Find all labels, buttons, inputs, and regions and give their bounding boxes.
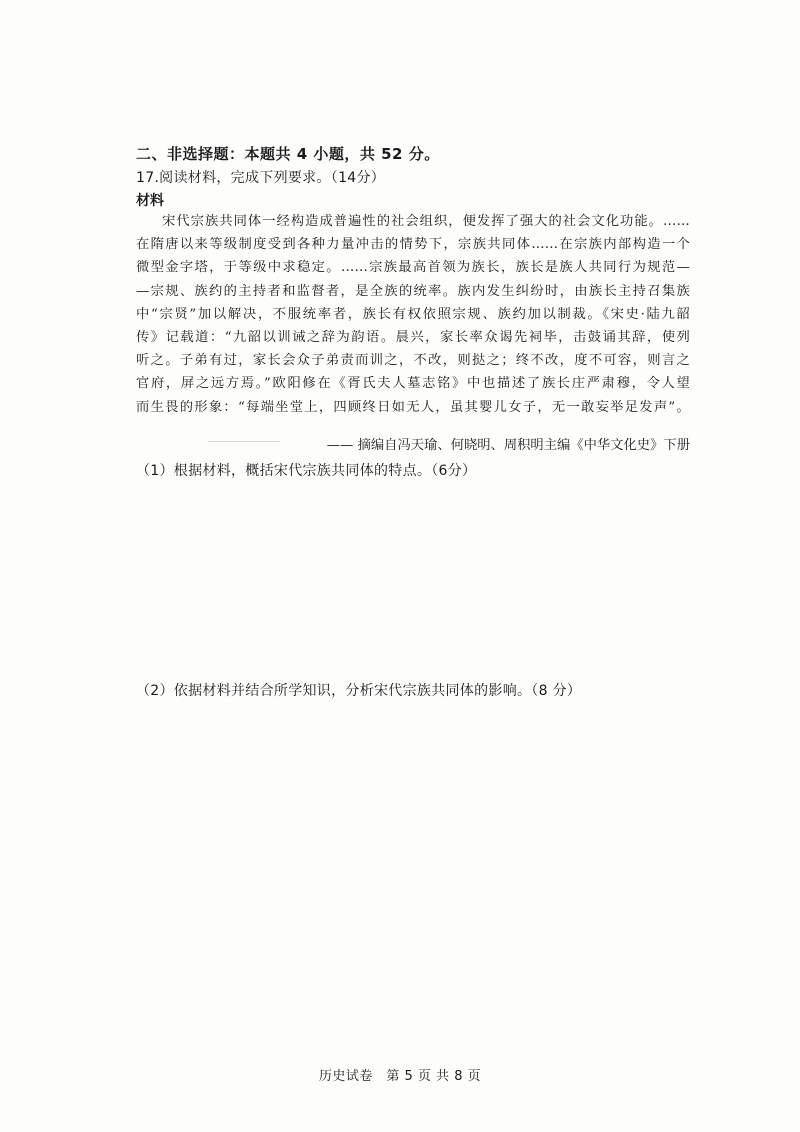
passage-line: 在隋唐以来等级制度受到各种力量冲击的情势下，宗族共同体……在宗族内部构造一个 xyxy=(136,237,690,253)
passage-line: 宋代宗族共同体一经构造成普遍性的社会组织，便发挥了强大的社会文化功能。…… xyxy=(162,214,690,229)
question-title: 17.阅读材料，完成下列要求。（14分） xyxy=(136,170,386,186)
sub-question-2: （2）依据材料并结合所学知识，分析宋代宗族共同体的影响。（8 分） xyxy=(136,683,582,699)
passage-line: 听之。子弟有过，家长会众子弟责而训之，不改，则挞之；终不改，度不可容，则言之 xyxy=(136,353,690,369)
section-heading: 二、非选择题：本题共 4 小题，共 52 分。 xyxy=(136,145,440,163)
passage-line: 微型金字塔，于等级中求稳定。……宗族最高首领为族长，族长是族人共同行为规范— xyxy=(136,260,690,276)
material-passage xyxy=(136,210,690,419)
passage-line: 官府，屏之远方焉。”欧阳修在《胥氏夫人墓志铭》中也描述了族长庄严肃穆，令人望 xyxy=(136,376,690,392)
passage-line: 传》记载道：“九韶以训诫之辞为韵语。晨兴，家长率众谒先祠毕，击鼓诵其辞，使列 xyxy=(136,329,690,345)
material-label: 材料 xyxy=(136,193,164,209)
material-source: —— 摘编自冯天瑜、何晓明、周积明主编《中华文化史》下册 xyxy=(326,438,690,453)
page-footer: 历史试卷 第 5 页 共 8 页 xyxy=(318,1069,482,1084)
passage-line: —宗规、族约的主持者和监督者，是全族的统率。族内发生纠纷时，由族长主持召集族 xyxy=(136,283,690,299)
passage-line: 而生畏的形象：“每端坐堂上，四顾终日如无人，虽其婴儿女子，无一敢妄举足发声”。 xyxy=(136,399,690,415)
sub-question-1: （1）根据材料，概括宋代宗族共同体的特点。（6分） xyxy=(136,463,477,479)
passage-line: 中“宗贤”加以解决，不服统率者，族长有权依照宗规、族约加以制裁。《宋史·陆九韶 xyxy=(136,306,690,322)
